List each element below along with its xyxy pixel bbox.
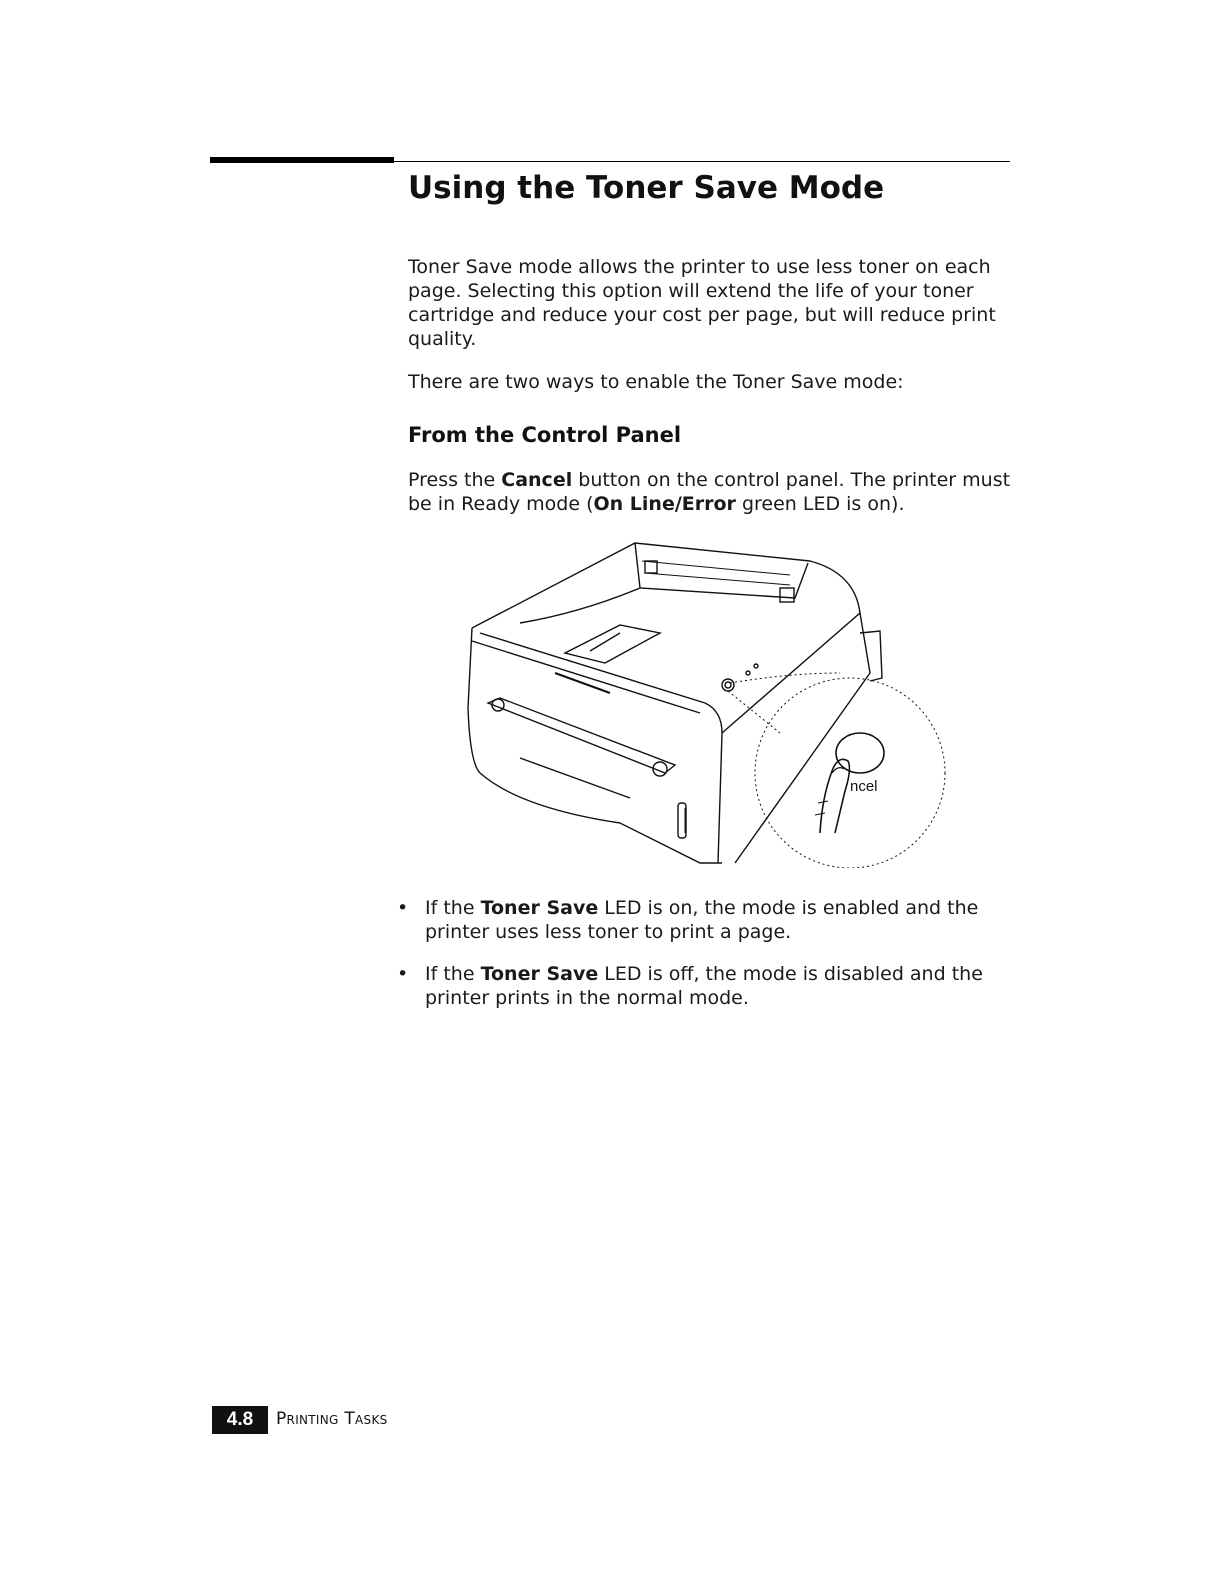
cancel-button-label: ncel (850, 778, 878, 795)
intro-paragraph: Toner Save mode allows the printer to use less toner on each page. Selecting this option will extend the life of your toner cartridge and reduce your cost per page, but will reduce print quality. (408, 256, 996, 350)
footer-section-title: Printing Tasks (276, 1409, 388, 1429)
header-rule-thick (210, 157, 394, 163)
section-heading: From the Control Panel (408, 423, 682, 447)
list-item: • If the Toner Save LED is off, the mode is disabled and the printer prints in the normal mode. (397, 963, 983, 1009)
ways-paragraph: There are two ways to enable the Toner Save mode: (408, 371, 904, 393)
header-rule-thin (394, 161, 1010, 162)
instruction-paragraph: Press the Cancel button on the control panel. The printer must be in Ready mode (On Line/Error green LED is on). (408, 469, 1011, 515)
bullet-icon: • (397, 897, 409, 919)
page-number: 4.8 (212, 1406, 268, 1434)
led-term: On Line/Error (593, 493, 736, 515)
page-title: Using the Toner Save Mode (408, 170, 885, 206)
cancel-term: Cancel (501, 469, 573, 491)
printer-illustration (460, 533, 960, 868)
bullet-icon: • (397, 963, 409, 985)
list-item: • If the Toner Save LED is on, the mode is enabled and the printer uses less toner to print a page. (397, 897, 979, 943)
